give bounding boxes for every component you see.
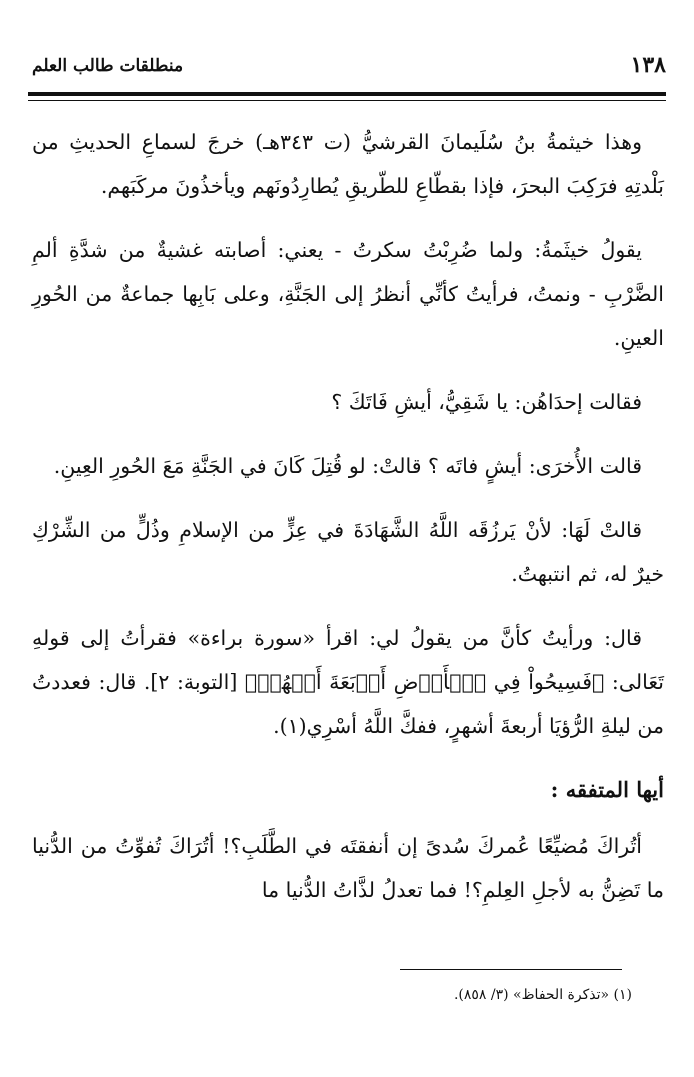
paragraph-khaythama-dream: يقولُ خيثَمةُ: ولما ضُرِبْتُ سكرتُ - يعني: أصابته غشيةٌ من شدَّةِ ألمِ الضَّرْبِ - ونمتُ، فرأيتُ كأنِّي أنظرُ إلى الجَنَّةِ، وعلى بَابِها جماعةٌ من الحُورِ العينِ. bbox=[32, 238, 664, 350]
footnote-rule bbox=[400, 969, 622, 970]
paragraph-khaythama-intro: وهذا خيثمةُ بنُ سُلَيمانَ القرشيُّ (ت ٣٤٣هـ) خرجَ لسماعِ الحديثِ من بَلْدتِهِ فرَكِبَ البحرَ، فإذا بقطّاعِ للطّريقِ يُطارِدُونَهم ويأخذُونَ مركَبَهم. bbox=[32, 130, 664, 198]
paragraph-surah-baraah: قال: ورأيتُ كأنَّ من يقولُ لي: اقرأ «سورة براءة» فقرأتُ إلى قولهِ تَعَالى: ﴿فَسِيحُواْ فِي ٱلۡأَرۡضِ أَرۡبَعَةَ أَشۡهُرٖ﴾ [التوبة: ٢]. قال: فعددتُ من ليلةِ الرُّؤيَا أربعةَ أشهرٍ، ففكَّ اللَّهُ أسْرِي(١). bbox=[32, 626, 664, 738]
header-rule-thin bbox=[28, 100, 666, 101]
header-rule-thick bbox=[28, 92, 666, 96]
page-header bbox=[30, 52, 666, 92]
paragraph-reply: قالتْ لَهَا: لأنْ يَرزُقَه اللَّهُ الشَّهَادَةَ في عِزٍّ من الإسلامِ وذُلٍّ من الشِّرْكِ خيرٌ له، ثم انتبهتُ. bbox=[32, 518, 664, 586]
paragraph-exhortation: أتُراكَ مُضيِّعًا عُمركَ سُدىً إن أنفقتَه في الطَّلَبِ؟! أتُرَاكَ تُفوِّتُ من الدُّنيا ما تَضِنُّ به لأجلِ العِلمِ؟! فما تعدلُ لذَّاتُ الدُّنيا ما bbox=[32, 834, 664, 902]
page-number: ١٣٨ bbox=[630, 52, 666, 78]
running-title: منطلقات طالب العلم bbox=[32, 56, 184, 76]
paragraph-second-maiden: قالت الأُخرَى: أيشٍ فاتَه ؟ قالتْ: لو قُتِلَ كَانَ في الجَنَّةِ مَعَ الحُورِ العِينِ. bbox=[53, 454, 642, 478]
body-text bbox=[32, 120, 664, 912]
section-heading: أيها المتفقه : bbox=[550, 777, 664, 802]
footnote: (١) «تذكرة الحفاظ» (٣/ ٨٥٨). bbox=[453, 987, 632, 1003]
paragraph-first-maiden: فقالت إحدَاهُن: يا شَقِيُّ، أيشِ فَاتَكَ ؟ bbox=[331, 390, 642, 414]
